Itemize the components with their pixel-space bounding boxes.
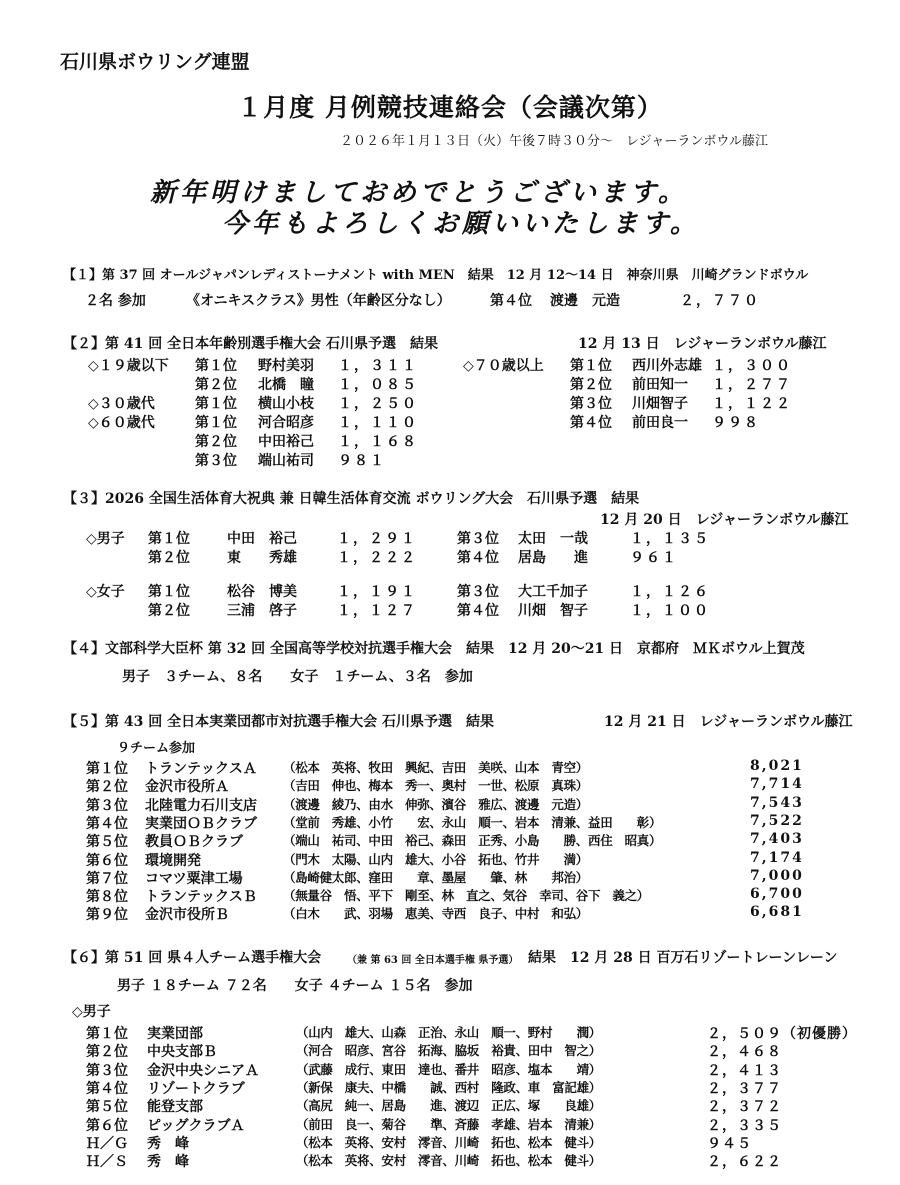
- table-row-team: ピッグクラブＡ: [147, 1117, 245, 1134]
- table-row-score: 7,714: [750, 776, 804, 793]
- table-row-members: （吉田 伸也、梅本 秀一、奥村 一世、松原 真珠）: [283, 778, 589, 794]
- table-row-team: 能登支部: [147, 1099, 203, 1116]
- section-1-class: 《オニキスクラス》男性（年齢区分なし）: [186, 293, 451, 309]
- section-4-line: 男子 ３チーム、８名 女子 １チーム、３名 参加: [122, 669, 473, 685]
- section-6-count: 男子 １８チーム ７２名 女子 ４チーム １５名 参加: [117, 978, 473, 994]
- result-name: 大工千加子: [518, 584, 588, 600]
- result-place: 第４位: [570, 415, 612, 431]
- table-row-place: Ｈ／Ｇ: [86, 1135, 128, 1152]
- result-score: １，１９１: [337, 584, 417, 600]
- table-row-members: （堂前 秀雄、小竹 宏、永山 順一、岩本 清兼、益田 彰）: [283, 814, 662, 830]
- table-row-members: （松本 英将、安村 澪音、川崎 拓也、松本 健斗）: [296, 1153, 602, 1169]
- table-row-place: 第４位: [86, 1080, 128, 1097]
- age-category: ◇１９歳以下: [88, 358, 169, 374]
- table-row-place: 第８位: [86, 889, 128, 906]
- table-row-members: （白木 武、羽場 恵美、寺西 良子、中村 和弘）: [283, 906, 589, 922]
- result-score: １，１００: [630, 603, 710, 619]
- section-5-heading: 【５】第 43 回 全日本実業団都市対抗選手権大会 石川県予選 結果: [63, 714, 494, 730]
- table-row-team: 秀 峰: [147, 1135, 189, 1152]
- result-score: １，１６８: [338, 434, 418, 450]
- result-score: １，１３５: [630, 531, 710, 547]
- section-6-heading-a: 【６】第 51 回 県４人チーム選手権大会: [63, 950, 322, 966]
- result-name: 野村美羽: [258, 358, 314, 374]
- table-row-members: （門木 太陽、山内 雄大、小谷 拓也、竹井 満）: [283, 851, 589, 867]
- result-name: 河合昭彦: [258, 415, 314, 431]
- table-row-team: コマツ粟津工場: [145, 870, 243, 887]
- result-place: 第１位: [195, 396, 237, 412]
- result-name: 居島 進: [518, 550, 588, 566]
- result-place: 第１位: [570, 358, 612, 374]
- table-row-team: トランテックスＢ: [145, 889, 257, 906]
- section-2-date: 12 月 13 日 レジャーランボウル藤江: [578, 336, 827, 352]
- table-row-place: 第７位: [86, 870, 128, 887]
- result-place: 第４位: [457, 603, 499, 619]
- table-row-team: リゾートクラブ: [147, 1080, 245, 1097]
- result-score: １，１２７: [337, 603, 417, 619]
- section-2-heading: 【２】第 41 回 全日本年齢別選手権大会 石川県予選 結果: [63, 336, 438, 352]
- page-title: １月度 月例競技連絡会（会議次第）: [237, 93, 663, 122]
- table-row-score: 8,021: [750, 758, 804, 774]
- table-row-place: 第３位: [86, 797, 128, 814]
- result-place: 第４位: [457, 550, 499, 566]
- table-row-team: 金沢市役所Ｂ: [145, 907, 229, 924]
- result-place: 第３位: [457, 584, 499, 600]
- result-name: 川畑 智子: [518, 603, 588, 619]
- organization-name: 石川県ボウリング連盟: [60, 51, 250, 73]
- meeting-date-venue: ２０２６年１月１３日（火）午後７時３０分～ レジャーランボウル藤江: [340, 134, 769, 149]
- section-1-score: ２，７７０: [680, 293, 760, 309]
- table-row-members: （武藤 成行、東田 達也、番井 昭彦、塩本 靖）: [296, 1061, 602, 1077]
- table-row-place: 第４位: [86, 815, 128, 832]
- result-place: 第３位: [570, 396, 612, 412]
- result-place: 第２位: [195, 377, 237, 393]
- table-row-score: ２，６２２: [707, 1154, 782, 1171]
- table-row-team: 環境開発: [145, 852, 201, 869]
- section-3-men-label: ◇男子: [86, 531, 125, 547]
- table-row-members: （松本 英将、安村 澪音、川崎 拓也、松本 健斗）: [296, 1134, 602, 1150]
- table-row-team: 実業団部: [147, 1026, 203, 1042]
- table-row-score: 6,681: [750, 904, 804, 921]
- table-row-score: ９４５: [707, 1135, 752, 1152]
- table-row-members: （渡邊 綾乃、由水 伸弥、濱谷 雅広、渡邊 元造）: [283, 796, 589, 812]
- table-row-place: 第５位: [86, 1099, 128, 1116]
- result-name: 東 秀雄: [227, 550, 297, 566]
- table-row-place: 第２位: [86, 779, 128, 796]
- table-row-score: 7,543: [750, 794, 804, 811]
- table-row-members: （前田 良一、菊谷 準、斉藤 孝雄、岩本 清兼）: [296, 1116, 602, 1132]
- table-row-members: （端山 祐司、中田 裕己、森田 正秀、小島 勝、西住 昭真）: [283, 833, 662, 849]
- table-row-members: （無量谷 悟、平下 剛至、林 直之、気谷 幸司、谷下 義之）: [283, 888, 650, 904]
- result-score: １，２２２: [337, 550, 417, 566]
- age-category: ◇６０歳代: [88, 415, 155, 431]
- table-row-score: ２，３３５: [707, 1117, 782, 1134]
- table-row-team: 中央支部Ｂ: [147, 1044, 217, 1061]
- result-score: １，３００: [712, 358, 792, 374]
- table-row-members: （島崎健太郎、窪田 章、墨屋 肇、林 邦治）: [283, 869, 589, 885]
- section-5-count: ９チーム参加: [117, 741, 196, 756]
- table-row-team: 秀 峰: [147, 1154, 189, 1171]
- table-row-team: トランテックスＡ: [145, 761, 257, 777]
- age-category: ◇７０歳以上: [463, 358, 544, 374]
- result-name: 中田裕己: [258, 434, 314, 450]
- result-score: １，１２６: [630, 584, 710, 600]
- result-name: 端山祐司: [258, 453, 314, 469]
- table-row-place: Ｈ／Ｓ: [86, 1154, 128, 1171]
- table-row-score: ２，３７２: [707, 1099, 782, 1116]
- table-row-score: 7,174: [750, 849, 804, 866]
- table-row-score: 7,522: [750, 812, 804, 829]
- section-1-place: 第４位: [490, 293, 532, 309]
- table-row-score: ２，４１３: [707, 1062, 782, 1079]
- section-4-heading: 【４】文部科学大臣杯 第 32 回 全国高等学校対抗選手権大会 結果 12 月 20～21 日 京都府 ＭＫボウル上賀茂: [63, 641, 805, 657]
- greeting-line-1: 新年明けましておめでとうございます。: [150, 178, 688, 208]
- result-place: 第２位: [570, 377, 612, 393]
- result-place: 第２位: [148, 550, 190, 566]
- result-name: 中田 裕己: [227, 531, 297, 547]
- result-score: ９８１: [338, 453, 386, 469]
- table-row-score: ２，５０９（初優勝）: [707, 1026, 857, 1042]
- result-score: １，２９１: [337, 531, 417, 547]
- section-6-heading-b: （兼 第 63 回 全日本選手権 県予選）: [347, 955, 519, 966]
- table-row-score: ２，３７７: [707, 1080, 782, 1097]
- table-row-score: 7,403: [750, 831, 804, 848]
- result-name: 西川外志雄: [632, 358, 702, 374]
- greeting-line-2: 今年もよろしくお願いいたします。: [222, 209, 700, 239]
- result-place: 第１位: [148, 584, 190, 600]
- result-name: 松谷 博美: [227, 584, 297, 600]
- table-row-place: 第５位: [86, 834, 128, 851]
- result-place: 第１位: [148, 531, 190, 547]
- result-score: １，１２２: [712, 396, 792, 412]
- table-row-team: 実業団ＯＢクラブ: [145, 815, 257, 832]
- section-3-women-label: ◇女子: [86, 584, 125, 600]
- table-row-members: （新保 康夫、中橋 誠、西村 隆政、車 富記雄）: [296, 1079, 602, 1095]
- table-row-place: 第３位: [86, 1062, 128, 1079]
- result-name: 横山小枝: [258, 396, 314, 412]
- section-5-date: 12 月 21 日 レジャーランボウル藤江: [604, 714, 853, 730]
- result-score: １，１１０: [338, 415, 418, 431]
- result-place: 第３位: [195, 453, 237, 469]
- table-row-place: 第９位: [86, 907, 128, 924]
- result-score: １，３１１: [338, 358, 418, 374]
- table-row-members: （高尻 純一、居島 進、渡辺 正広、塚 良雄）: [296, 1098, 602, 1114]
- table-row-team: 金沢中央シニアＡ: [147, 1062, 259, 1079]
- table-row-score: 7,000: [750, 867, 804, 884]
- result-place: 第１位: [195, 358, 237, 374]
- table-row-team: 金沢市役所Ａ: [145, 779, 229, 796]
- result-place: 第２位: [195, 434, 237, 450]
- table-row-members: （山内 雄大、山森 正治、永山 順一、野村 潤）: [296, 1025, 602, 1040]
- section-1-heading: 【１】第 37 回 オールジャパンレディストーナメント with MEN 結果 12 月 12～14 日 神奈川県 川崎グランドボウル: [63, 268, 809, 283]
- result-score: １，０８５: [338, 377, 418, 393]
- section-6-heading-c: 結果 12 月 28 日 百万石リゾートレーンレーン: [528, 950, 838, 966]
- section-6-men-label: ◇男子: [72, 1004, 111, 1020]
- section-1-name: 渡邊 元造: [550, 293, 620, 309]
- result-score: １，２５０: [338, 396, 418, 412]
- result-name: 北橋 瞳: [258, 377, 314, 393]
- table-row-score: ２，４６８: [707, 1044, 782, 1061]
- result-name: 前田良一: [632, 415, 688, 431]
- result-score: ９９８: [712, 415, 760, 431]
- result-place: 第１位: [195, 415, 237, 431]
- result-name: 川畑智子: [632, 396, 688, 412]
- table-row-place: 第６位: [86, 1117, 128, 1134]
- table-row-team: 北陸電力石川支店: [145, 797, 257, 814]
- result-name: 前田知一: [632, 377, 688, 393]
- table-row-members: （松本 英将、牧田 興紀、吉田 美咲、山本 青空）: [283, 760, 589, 775]
- result-score: １，２７７: [712, 377, 792, 393]
- table-row-score: 6,700: [750, 886, 804, 903]
- result-name: 三浦 啓子: [227, 603, 297, 619]
- table-row-place: 第１位: [86, 761, 128, 777]
- table-row-place: 第６位: [86, 852, 128, 869]
- table-row-place: 第２位: [86, 1044, 128, 1061]
- table-row-members: （河合 昭彦、宮谷 拓海、脇坂 裕貴、田中 智之）: [296, 1043, 602, 1059]
- result-place: 第２位: [148, 603, 190, 619]
- age-category: ◇３０歳代: [88, 396, 155, 412]
- table-row-team: 教員ＯＢクラブ: [145, 834, 243, 851]
- table-row-place: 第１位: [86, 1026, 128, 1042]
- section-3-heading: 【３】2026 全国生活体育大祝典 兼 日韓生活体育交流 ボウリング大会 石川県予選 結果: [63, 491, 640, 507]
- result-score: ９６１: [630, 550, 678, 566]
- result-name: 太田 一哉: [518, 531, 588, 547]
- section-1-count: ２名 参加: [85, 293, 146, 309]
- section-3-date: 12 月 20 日 レジャーランボウル藤江: [600, 512, 849, 528]
- result-place: 第３位: [457, 531, 499, 547]
